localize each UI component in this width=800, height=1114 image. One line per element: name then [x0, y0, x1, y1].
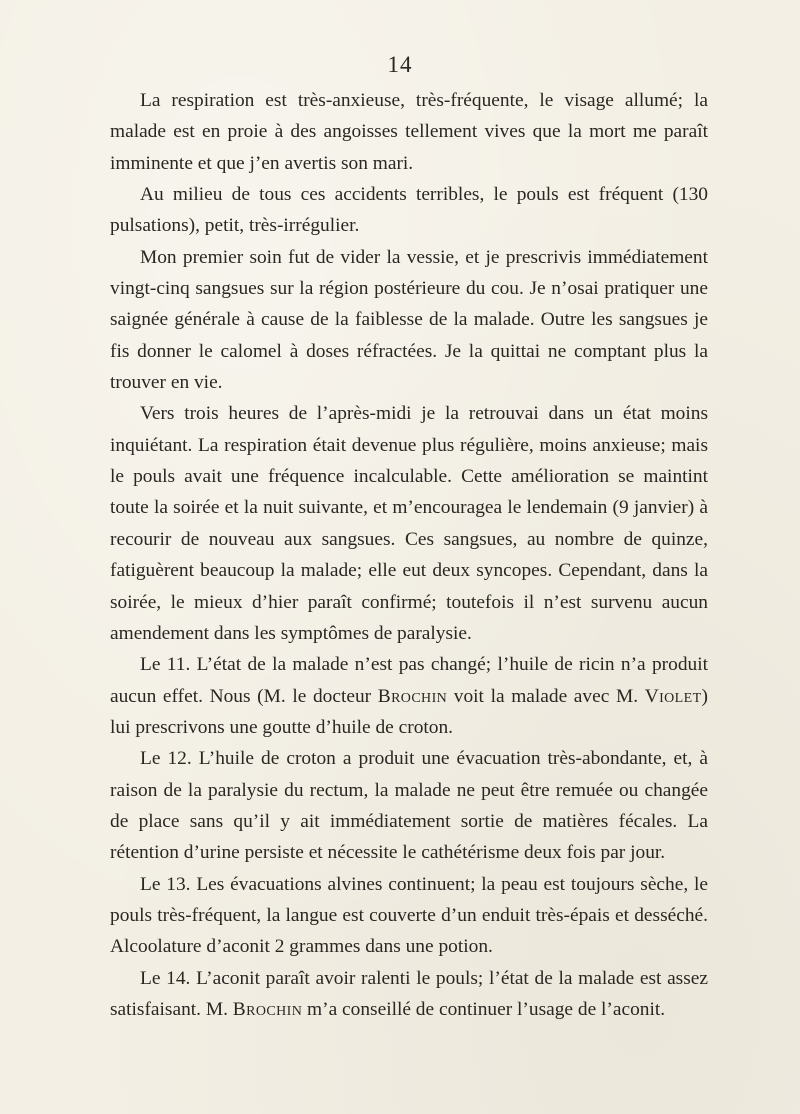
paragraph: La respiration est très-anxieuse, très-fréquente, le visage allumé; la malade est en proie à des angoisses tellement vives que la mort me paraît imminente et que j’en avertis son mari.	[110, 90, 708, 174]
paragraph: Au milieu de tous ces accidents terribles, le pouls est fréquent (130 pulsations), petit, très-irrégulier.	[110, 184, 708, 237]
text-run: Le 14. L’aconit paraît avoir ralenti le pouls; l’état de la malade est assez satisfaisant. M.	[110, 967, 708, 1020]
text-run: ) lui prescrivons une goutte d’huile de croton.	[110, 685, 708, 738]
person-name: Violet	[644, 685, 702, 707]
text-run: voit la malade avec M.	[447, 685, 645, 707]
person-name: Brochin	[377, 685, 448, 707]
paragraph-jan-14	[110, 963, 708, 1026]
paragraph: Le 13. Les évacuations alvines continuent; la peau est toujours sèche, le pouls très-fréquent, la langue est couverte d’un enduit très-épais et desséché. Alcoolature d’aconit 2 grammes dans une potion.	[110, 873, 708, 958]
person-name: Brochin	[232, 998, 303, 1020]
body-text	[110, 85, 708, 1025]
page-number: 14	[387, 52, 413, 77]
text-run: m’a conseillé de continuer l’usage de l’aconit.	[302, 998, 666, 1020]
paragraph: Mon premier soin fut de vider la vessie, et je prescrivis immédiatement vingt-cinq sangsues sur la région postérieure du cou. Je n’osai pratiquer une saignée générale à cause de la faiblesse de la malade. Outre les sangsues je fis donner le calomel à doses réfractées. Je la quittai ne comptant plus la trouver en vie.	[110, 246, 708, 394]
paragraph-jan-11	[110, 649, 708, 743]
paragraph: Le 12. L’huile de croton a produit une évacuation très-abondante, et, à raison de la paralysie du rectum, la malade ne peut être remuée ou changée de place sans qu’il y ait immédiatement sortie de matières fécales. La rétention d’urine persiste et nécessite le cathétérisme deux fois par jour.	[110, 748, 708, 864]
paragraph: Vers trois heures de l’après-midi je la retrouvai dans un état moins inquiétant. La respiration était devenue plus régulière, moins anxieuse; mais le pouls avait une fréquence incalculable. Cette amélioration se maintint toute la soirée et la nuit suivante, et m’encouragea le lendemain (9 janvier) à recourir de nouveau aux sangsues. Ces sangsues, au nombre de quinze, fatiguèrent beaucoup la malade; elle eut deux syncopes. Cependant, dans la soirée, le mieux d’hier paraît confirmé; toutefois il n’est survenu aucun amendement dans les symptômes de paralysie.	[110, 403, 708, 644]
text-run: Le 11. L’état de la malade n’est pas changé; l’huile de ricin n’a produit aucun effet. Nous (M. le docteur	[110, 654, 708, 707]
